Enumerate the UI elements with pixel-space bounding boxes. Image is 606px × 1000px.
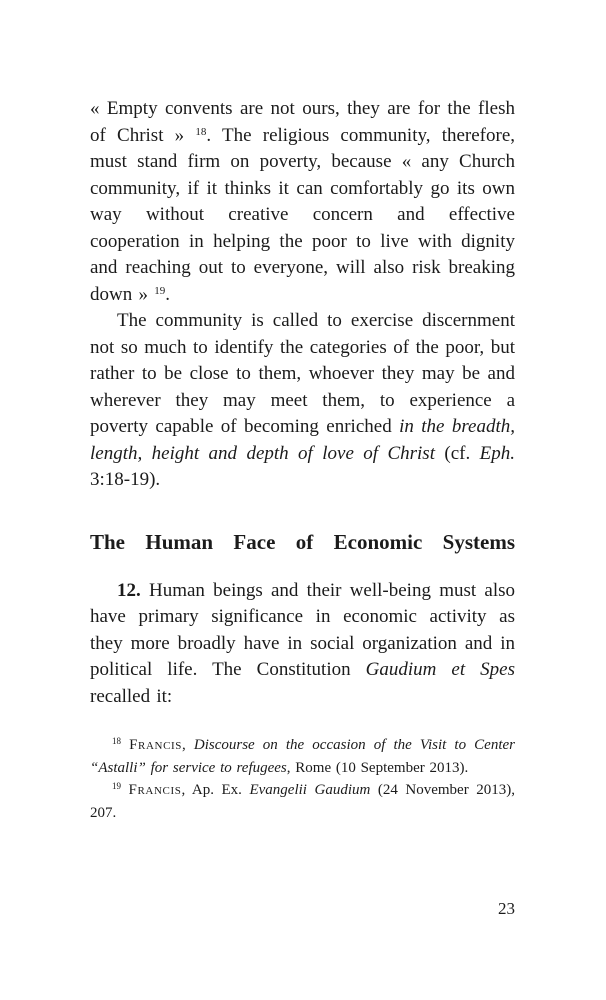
paragraph-number: 12. [117, 579, 141, 601]
paragraph-empty-convents [90, 96, 515, 308]
footnote-text: , Rome (10 September 2013). [286, 759, 469, 776]
paragraph-text: . [165, 283, 170, 305]
footnote-text: , Ap. Ex. [181, 782, 250, 798]
scripture-reference: Eph. [479, 442, 515, 464]
paragraph-text: (cf. [434, 442, 480, 464]
section-heading: The Human Face of Economic Systems [90, 529, 515, 554]
footnote-19 [90, 779, 515, 824]
footnote-reference-18: 18 [195, 125, 207, 138]
footnote-18 [90, 734, 515, 779]
footnotes-section [90, 734, 515, 824]
paragraph-12-human-beings [90, 578, 515, 711]
paragraph-text: The community is called to exercise discernment not so much to identify the categories of the poor, but rather to be close to them, whoever they may be and wherever they may meet them, to experience a poverty capable of becoming enriched [90, 310, 515, 437]
footnote-number: 18 [112, 736, 121, 746]
footnote-author: Francis [129, 737, 182, 753]
paragraph-community-discernment [90, 308, 515, 494]
footnote-title-italic: Discourse on the occasion of the Visit to Center “Astalli” for service to refugees [90, 737, 516, 776]
paragraph-text: recalled it: [90, 685, 173, 707]
paragraph-text: Human beings and their well-being must also have primary significance in economic activity as they more broadly have in social organization and in political life. The Constitution [90, 579, 515, 680]
page-number: 23 [498, 899, 515, 918]
footnote-text: , [182, 737, 194, 753]
italic-phrase: in the breadth, length, height and depth of love of Christ [90, 416, 515, 464]
footnote-title-italic: Evangelii Gaudium [249, 782, 371, 798]
footnote-reference-19: 19 [154, 284, 166, 297]
book-page-text-block [90, 96, 515, 824]
footnote-number: 19 [112, 781, 121, 791]
footnote-text: (24 November 2013), 207. [90, 782, 515, 821]
paragraph-text: . The religious community, therefore, must stand firm on poverty, because « any Church community, if it thinks it can comfortably go its own way without creative concern and effective cooperation in helping the poor to live with dignity and reaching out to everyone, will also risk breaking down » [90, 124, 516, 305]
paragraph-text: « Empty convents are not ours, they are for the flesh of Christ » [90, 98, 515, 146]
document-title-italic: Gaudium et Spes [365, 659, 515, 680]
paragraph-text: 3:18-19). [90, 469, 161, 490]
footnote-author: Francis [128, 782, 182, 798]
